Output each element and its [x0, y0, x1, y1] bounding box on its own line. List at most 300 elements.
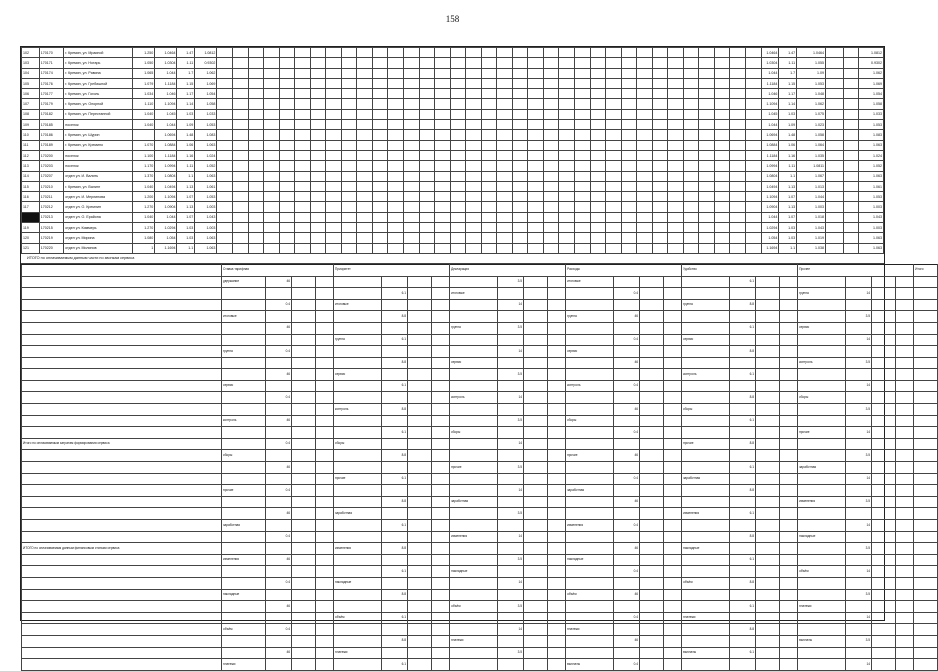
empty-cell	[316, 392, 334, 404]
table-row	[22, 181, 884, 191]
empty-cell	[548, 566, 566, 578]
empty-cell	[528, 68, 544, 78]
empty-cell	[756, 531, 780, 543]
empty-cell	[914, 624, 938, 636]
empty-cell	[372, 171, 388, 181]
row-note	[22, 473, 222, 485]
empty-cell	[640, 647, 664, 659]
empty-cell	[699, 99, 715, 109]
empty-cell	[310, 78, 326, 88]
group-value	[846, 276, 872, 288]
empty-cell	[843, 48, 859, 58]
row-description: отдел ул. И. Мерлинова	[64, 192, 133, 202]
spreadsheet-sheet	[20, 46, 924, 666]
empty-cell	[756, 635, 780, 647]
row-note	[22, 334, 222, 346]
empty-cell	[419, 212, 435, 222]
empty-cell	[528, 243, 544, 253]
empty-cell	[780, 635, 798, 647]
group-label: прочие	[222, 485, 266, 497]
right-value-2: 1.03	[779, 223, 797, 233]
group-value	[730, 288, 756, 300]
empty-cell	[264, 212, 280, 222]
group-value	[498, 543, 524, 555]
empty-cell	[640, 322, 664, 334]
empty-cell	[341, 68, 357, 78]
table-row	[22, 288, 938, 300]
group-label	[334, 288, 382, 300]
table-row	[22, 520, 938, 532]
empty-cell	[606, 202, 622, 212]
empty-cell	[606, 89, 622, 99]
group-label	[682, 554, 730, 566]
summary-title: ИТОГО по оплачиваемым данным части по звонкам сервиса	[21, 254, 884, 264]
empty-cell	[435, 212, 451, 222]
right-value-3: 1.023	[797, 120, 826, 130]
empty-cell	[559, 99, 575, 109]
empty-cell	[780, 346, 798, 358]
row-code: 170219	[39, 233, 63, 243]
empty-cell	[481, 109, 497, 119]
empty-cell	[896, 612, 914, 624]
group-value	[498, 404, 524, 416]
empty-cell	[316, 450, 334, 462]
empty-cell	[664, 659, 682, 671]
empty-cell	[640, 624, 664, 636]
row-code: 170174	[39, 68, 63, 78]
empty-cell	[292, 404, 316, 416]
empty-cell	[435, 202, 451, 212]
empty-cell	[404, 202, 420, 212]
empty-cell	[248, 130, 264, 140]
group-label: группа	[566, 311, 614, 323]
empty-cell	[914, 438, 938, 450]
empty-cell	[825, 109, 843, 119]
empty-cell	[730, 109, 746, 119]
row-note	[22, 659, 222, 671]
empty-cell	[432, 322, 450, 334]
empty-cell	[872, 334, 896, 346]
row-note	[22, 577, 222, 589]
row-note	[22, 357, 222, 369]
empty-cell	[914, 531, 938, 543]
empty-cell	[575, 99, 591, 109]
empty-cell	[512, 181, 528, 191]
row-value-b: 1.044	[155, 68, 177, 78]
group-value: 6.1	[382, 566, 408, 578]
group-value	[614, 276, 640, 288]
empty-cell	[264, 58, 280, 68]
right-value-4: 1.063	[859, 233, 884, 243]
empty-cell	[310, 99, 326, 109]
empty-cell	[466, 130, 482, 140]
group-value	[266, 380, 292, 392]
group-label: группа	[222, 346, 266, 358]
row-description: г. Кремин, ул. Перестанной	[64, 109, 133, 119]
empty-cell	[780, 288, 798, 300]
empty-cell	[699, 181, 715, 191]
empty-cell	[279, 233, 295, 243]
empty-cell	[575, 171, 591, 181]
empty-cell	[652, 243, 668, 253]
group-value: 0.4	[266, 438, 292, 450]
empty-cell	[640, 276, 664, 288]
row-description: г. Кремин, ул. Кремино	[64, 140, 133, 150]
empty-cell	[292, 299, 316, 311]
empty-cell	[914, 647, 938, 659]
empty-cell	[450, 68, 466, 78]
empty-cell	[292, 496, 316, 508]
group-label	[566, 531, 614, 543]
table-row	[22, 554, 938, 566]
empty-cell	[316, 624, 334, 636]
row-value-c: 1.09	[177, 120, 195, 130]
empty-cell	[295, 78, 311, 88]
right-value-1: 1.1184	[761, 78, 779, 88]
empty-cell	[295, 223, 311, 233]
empty-cell	[714, 130, 730, 140]
group-label	[566, 647, 614, 659]
empty-cell	[664, 404, 682, 416]
empty-cell	[896, 601, 914, 613]
right-value-2: 1.1	[779, 171, 797, 181]
table-row	[22, 647, 938, 659]
empty-cell	[668, 58, 684, 68]
empty-cell	[637, 161, 653, 171]
empty-cell	[466, 99, 482, 109]
empty-cell	[264, 223, 280, 233]
empty-cell	[435, 150, 451, 160]
empty-cell	[872, 357, 896, 369]
row-note	[22, 276, 222, 288]
empty-cell	[872, 404, 896, 416]
empty-cell	[292, 589, 316, 601]
group-label	[450, 415, 498, 427]
empty-cell	[606, 243, 622, 253]
group-label	[222, 392, 266, 404]
empty-cell	[326, 48, 342, 58]
empty-cell	[528, 58, 544, 68]
empty-cell	[292, 415, 316, 427]
empty-cell	[341, 109, 357, 119]
empty-cell	[326, 212, 342, 222]
empty-cell	[575, 120, 591, 130]
group-value	[266, 566, 292, 578]
empty-cell	[640, 659, 664, 671]
empty-cell	[388, 140, 404, 150]
empty-cell	[652, 78, 668, 88]
row-number: 113	[22, 161, 40, 171]
empty-cell	[310, 212, 326, 222]
empty-cell	[637, 78, 653, 88]
empty-cell	[559, 109, 575, 119]
empty-cell	[512, 48, 528, 58]
right-value-1: 1.044	[761, 68, 779, 78]
empty-cell	[419, 58, 435, 68]
empty-cell	[543, 68, 559, 78]
empty-cell	[232, 192, 248, 202]
group-label: сборы	[450, 427, 498, 439]
empty-cell	[419, 161, 435, 171]
empty-cell	[559, 150, 575, 160]
empty-cell	[248, 140, 264, 150]
empty-cell	[466, 181, 482, 191]
empty-cell	[357, 181, 373, 191]
group-label	[222, 612, 266, 624]
empty-cell	[664, 380, 682, 392]
empty-cell	[388, 68, 404, 78]
empty-cell	[699, 48, 715, 58]
empty-cell	[524, 647, 548, 659]
row-value-b: 1.0464	[155, 48, 177, 58]
empty-cell	[756, 404, 780, 416]
group-value	[846, 624, 872, 636]
empty-cell	[310, 48, 326, 58]
group-label	[798, 346, 846, 358]
empty-cell	[524, 635, 548, 647]
group-value: 46	[614, 543, 640, 555]
empty-cell	[914, 543, 938, 555]
empty-cell	[295, 109, 311, 119]
empty-cell	[357, 192, 373, 202]
empty-cell	[372, 68, 388, 78]
empty-cell	[497, 130, 513, 140]
group-value	[846, 508, 872, 520]
group-label	[334, 635, 382, 647]
empty-cell	[295, 212, 311, 222]
empty-cell	[590, 120, 606, 130]
empty-cell	[780, 589, 798, 601]
empty-cell	[316, 276, 334, 288]
empty-cell	[279, 202, 295, 212]
empty-cell	[388, 130, 404, 140]
empty-cell	[621, 233, 637, 243]
empty-cell	[543, 109, 559, 119]
empty-cell	[548, 601, 566, 613]
empty-cell	[652, 99, 668, 109]
group-label	[566, 577, 614, 589]
empty-cell	[756, 427, 780, 439]
empty-cell	[872, 276, 896, 288]
row-description: отдел ул. Мирина	[64, 233, 133, 243]
empty-cell	[466, 120, 482, 130]
group-value	[382, 624, 408, 636]
row-value-d: 1.054	[195, 89, 217, 99]
group-value	[382, 647, 408, 659]
group-value	[266, 311, 292, 323]
empty-cell	[450, 89, 466, 99]
empty-cell	[408, 589, 432, 601]
table-row	[22, 438, 938, 450]
group-value: 14	[846, 380, 872, 392]
empty-cell	[590, 212, 606, 222]
empty-cell	[872, 485, 896, 497]
right-value-2: 1.48	[779, 130, 797, 140]
empty-cell	[843, 130, 859, 140]
empty-cell	[590, 99, 606, 109]
group-value: 8.8	[382, 357, 408, 369]
empty-cell	[652, 58, 668, 68]
group-value	[614, 438, 640, 450]
empty-cell	[699, 150, 715, 160]
empty-cell	[872, 624, 896, 636]
row-value-b: 1.0884	[155, 140, 177, 150]
empty-cell	[316, 612, 334, 624]
empty-cell	[548, 647, 566, 659]
group-value: 14	[498, 392, 524, 404]
empty-cell	[606, 161, 622, 171]
empty-cell	[780, 334, 798, 346]
empty-cell	[756, 380, 780, 392]
empty-cell	[435, 48, 451, 58]
empty-cell	[896, 334, 914, 346]
empty-cell	[481, 233, 497, 243]
empty-cell	[408, 357, 432, 369]
empty-cell	[357, 99, 373, 109]
group-value: 0.4	[614, 473, 640, 485]
empty-cell	[341, 99, 357, 109]
group-value: 46	[614, 450, 640, 462]
group-value: 8.8	[382, 635, 408, 647]
table-row	[22, 624, 938, 636]
row-value-a: 1.040	[133, 181, 155, 191]
row-code: 170215	[39, 223, 63, 233]
right-value-4: 1.0812	[859, 48, 884, 58]
empty-cell	[637, 212, 653, 222]
right-value-1: 1.0304	[761, 58, 779, 68]
empty-cell	[292, 531, 316, 543]
row-value-b: 1.0304	[155, 58, 177, 68]
row-note	[22, 624, 222, 636]
group-value	[730, 496, 756, 508]
empty-cell	[843, 140, 859, 150]
empty-cell	[548, 357, 566, 369]
row-description: г. Кремин, ул. Шурин	[64, 130, 133, 140]
group-value	[498, 288, 524, 300]
row-description: поселок	[64, 161, 133, 171]
empty-cell	[217, 171, 233, 181]
group-label	[798, 554, 846, 566]
empty-cell	[316, 438, 334, 450]
group-label	[334, 485, 382, 497]
group-value: 8.8	[730, 392, 756, 404]
empty-cell	[543, 130, 559, 140]
empty-cell	[621, 243, 637, 253]
empty-cell	[372, 161, 388, 171]
empty-cell	[668, 243, 684, 253]
group-label: платежи	[334, 647, 382, 659]
empty-cell	[872, 369, 896, 381]
section-header-col4: Расходы	[566, 264, 682, 276]
empty-cell	[668, 140, 684, 150]
empty-cell	[621, 89, 637, 99]
row-note	[22, 299, 222, 311]
empty-cell	[524, 554, 548, 566]
group-value	[846, 392, 872, 404]
empty-cell	[590, 58, 606, 68]
group-label	[566, 496, 614, 508]
empty-cell	[419, 120, 435, 130]
empty-cell	[756, 450, 780, 462]
right-value-3: 1.035	[797, 150, 826, 160]
empty-cell	[780, 322, 798, 334]
group-value: 0.4	[614, 380, 640, 392]
empty-cell	[466, 243, 482, 253]
empty-cell	[590, 202, 606, 212]
empty-cell	[756, 566, 780, 578]
empty-cell	[825, 150, 843, 160]
empty-cell	[248, 58, 264, 68]
empty-cell	[310, 171, 326, 181]
empty-cell	[640, 299, 664, 311]
empty-cell	[548, 427, 566, 439]
empty-cell	[914, 659, 938, 671]
empty-cell	[497, 171, 513, 181]
empty-cell	[652, 109, 668, 119]
empty-cell	[780, 647, 798, 659]
group-label	[222, 647, 266, 659]
row-value-b: 1.0804	[155, 171, 177, 181]
empty-cell	[640, 392, 664, 404]
table-row	[22, 601, 938, 613]
table-row	[22, 233, 884, 243]
empty-cell	[606, 109, 622, 119]
group-value	[382, 346, 408, 358]
empty-cell	[524, 485, 548, 497]
empty-cell	[408, 554, 432, 566]
empty-cell	[730, 130, 746, 140]
group-label: сервис	[222, 380, 266, 392]
empty-cell	[264, 109, 280, 119]
empty-cell	[896, 276, 914, 288]
empty-cell	[316, 635, 334, 647]
empty-cell	[664, 508, 682, 520]
group-label	[450, 612, 498, 624]
row-value-c: 1.1	[177, 243, 195, 253]
empty-cell	[575, 48, 591, 58]
group-value: 14	[846, 473, 872, 485]
empty-cell	[404, 192, 420, 202]
empty-cell	[528, 202, 544, 212]
right-value-2: 1.16	[779, 150, 797, 160]
group-value: 3.5	[498, 647, 524, 659]
group-value: 8.8	[382, 450, 408, 462]
group-value	[614, 392, 640, 404]
empty-cell	[746, 192, 762, 202]
empty-cell	[543, 99, 559, 109]
group-value: 8.8	[382, 496, 408, 508]
empty-cell	[575, 192, 591, 202]
group-value	[266, 450, 292, 462]
empty-cell	[217, 233, 233, 243]
empty-cell	[232, 68, 248, 78]
table-row	[22, 415, 938, 427]
empty-cell	[606, 223, 622, 233]
empty-cell	[279, 130, 295, 140]
empty-cell	[528, 150, 544, 160]
group-value: 14	[498, 299, 524, 311]
right-value-4: 1.053	[859, 192, 884, 202]
empty-cell	[637, 192, 653, 202]
empty-cell	[524, 577, 548, 589]
empty-cell	[217, 192, 233, 202]
empty-cell	[408, 404, 432, 416]
empty-cell	[756, 612, 780, 624]
empty-cell	[408, 601, 432, 613]
empty-cell	[548, 450, 566, 462]
group-label	[334, 589, 382, 601]
empty-cell	[512, 243, 528, 253]
